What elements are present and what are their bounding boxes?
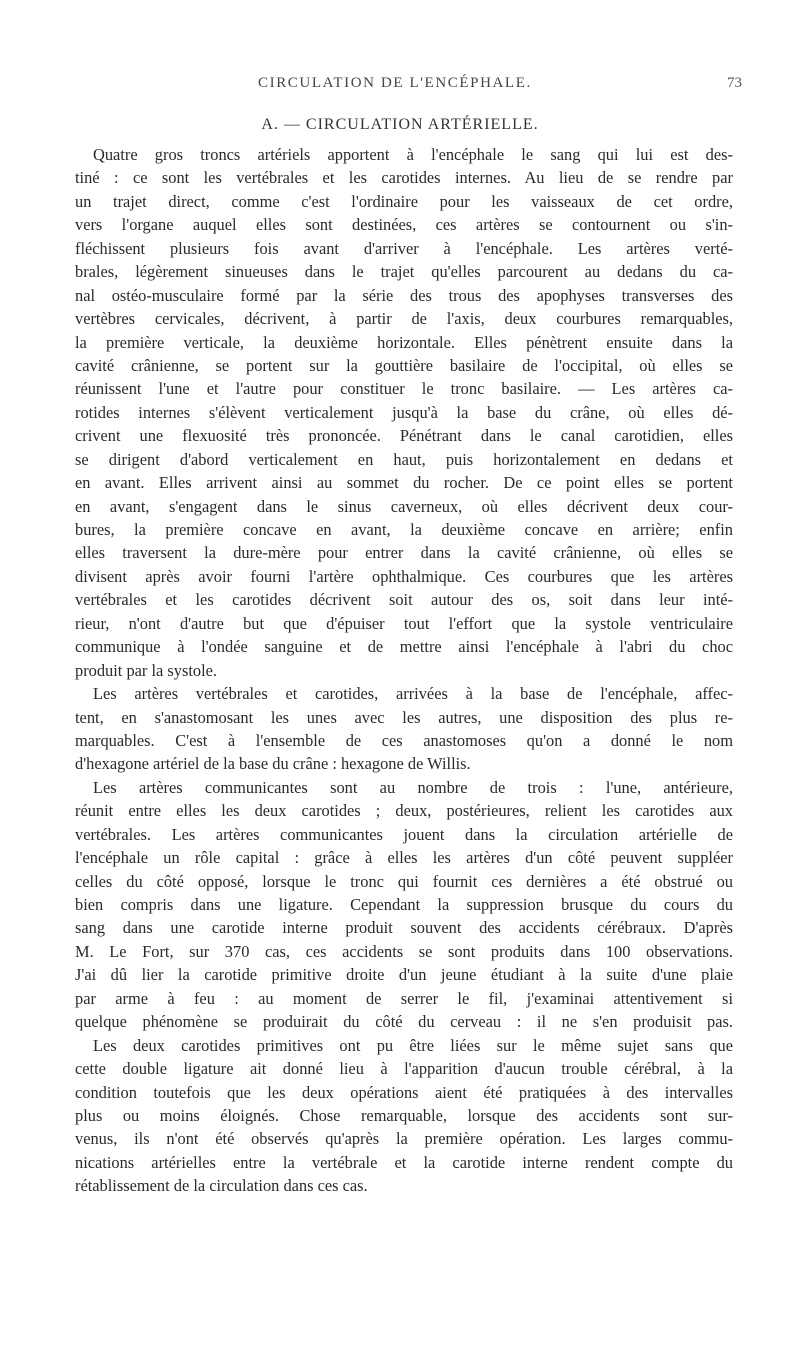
text-line: venus, ils n'ont été observés qu'après la première opération. Les larges commu- [75, 1129, 733, 1149]
text-line: Les artères communicantes sont au nombre de trois : l'une, antérieure, [93, 777, 733, 797]
text-line: celles du côté opposé, lorsque le tronc qui fournit ces dernières a été obstrué ou [75, 871, 733, 891]
text-line: elles traversent la dure-mère pour entrer dans la cavité crânienne, où elles se [75, 543, 733, 563]
running-head [0, 75, 800, 97]
text-line: produit par la systole. [75, 660, 218, 680]
text-line: J'ai dû lier la carotide primitive droite d'un jeune étudiant à la suite d'une plaie [75, 965, 733, 985]
text-line: sang dans une carotide interne produit souvent des accidents cérébraux. D'après [75, 918, 733, 938]
text-line: tent, en s'anastomosant les unes avec les autres, une disposition des plus re- [75, 707, 733, 727]
text-line: quelque phénomène se produirait du côté du cerveau : il ne s'en produisit pas. [75, 1012, 733, 1032]
text-line: rotides internes s'élèvent verticalement jusqu'à la base du crâne, où elles dé- [75, 402, 733, 422]
text-line: la première verticale, la deuxième horizontale. Elles pénètrent ensuite dans la [75, 332, 733, 352]
text-line: vertèbres cervicales, décrivent, à partir de l'axis, deux courbures remarquables, [75, 309, 733, 329]
text-line: réunit entre elles les deux carotides ; deux, postérieures, relient les carotides aux [75, 801, 733, 821]
text-line: cette double ligature ait donné lieu à l'apparition d'aucun trouble cérébral, à la [75, 1059, 733, 1079]
text-line: l'encéphale un rôle capital : grâce à elles les artères d'un côté peuvent suppléer [75, 848, 733, 868]
text-line: en avant. Elles arrivent ainsi au sommet du rocher. De ce point elles se portent [75, 473, 733, 493]
text-line: vers l'organe auquel elles sont destinées, ces artères se contournent ou s'in- [75, 215, 733, 235]
text-line: Les deux carotides primitives ont pu être liées sur le même sujet sans que [93, 1035, 733, 1055]
text-line: se dirigent d'abord verticalement en haut, puis horizontalement en dedans et [75, 449, 733, 469]
text-line: nal ostéo-musculaire formé par la série des trous des apophyses transverses des [75, 285, 733, 305]
text-line: M. Le Fort, sur 370 cas, ces accidents se sont produits dans 100 observations. [75, 941, 733, 961]
running-title: CIRCULATION DE L'ENCÉPHALE. [258, 75, 532, 91]
text-line: marquables. C'est à l'ensemble de ces anastomoses qu'on a donné le nom [75, 730, 733, 750]
text-line: rieur, n'ont d'autre but que d'épuiser tout l'effort que la systole ventriculaire [75, 613, 733, 633]
text-line: cavité crânienne, se portent sur la gouttière basilaire de l'occipital, où elles se [75, 355, 733, 375]
text-line: d'hexagone artériel de la base du crâne : hexagone de Willis. [75, 754, 471, 774]
text-line: Quatre gros troncs artériels apportent à l'encéphale le sang qui lui est des- [93, 145, 733, 164]
text-line: tiné : ce sont les vertébrales et les carotides internes. Au lieu de se rendre par [75, 168, 733, 188]
text-line: bien compris dans une ligature. Cependant la suppression brusque du cours du [75, 895, 733, 914]
text-line: brales, légèrement sinueuses dans le trajet qu'elles parcourent au dedans du ca- [75, 262, 733, 282]
text-line: fléchissent plusieurs fois avant d'arriver à l'encéphale. Les artères verté- [75, 238, 733, 258]
text-line: rétablissement de la circulation dans ces cas. [75, 1176, 368, 1196]
text-line: condition toutefois que les deux opérations aient été pratiquées à des intervalles [75, 1082, 733, 1102]
text-line: Les artères vertébrales et carotides, arrivées à la base de l'encéphale, affec- [93, 684, 733, 704]
text-line: un trajet direct, comme c'est l'ordinaire pour les vaisseaux de cet ordre, [75, 191, 733, 211]
text-line: par arme à feu : au moment de serrer le fil, j'examinai attentivement si [75, 988, 733, 1008]
text-line: vertébrales. Les artères communicantes jouent dans la circulation artérielle de [75, 824, 733, 844]
text-line: réunissent l'une et l'autre pour constituer le tronc basilaire. — Les artères ca- [75, 379, 733, 399]
body-text [75, 143, 733, 1198]
text-line: vertébrales et les carotides décrivent soit autour des os, soit dans leur inté- [75, 590, 733, 610]
text-line: crivent une flexuosité très prononcée. Pénétrant dans le canal carotidien, elles [75, 426, 733, 446]
text-line: communique à l'ondée sanguine et de mettre ainsi l'encéphale à l'abri du choc [75, 637, 733, 657]
text-line: en avant, s'engagent dans le sinus caverneux, où elles décrivent deux cour- [75, 496, 733, 516]
text-line: plus ou moins éloignés. Chose remarquable, lorsque des accidents sont sur- [75, 1105, 733, 1125]
text-line: bures, la première concave en avant, la deuxième concave en arrière; enfin [75, 520, 733, 539]
text-line: divisent après avoir fourni l'artère ophthalmique. Ces courbures que les artères [75, 566, 733, 586]
section-title: A. — CIRCULATION ARTÉRIELLE. [261, 116, 539, 133]
text-line: nications artérielles entre la vertébrale et la carotide interne rendent compte du [75, 1152, 733, 1172]
page-number: 73 [727, 75, 742, 91]
